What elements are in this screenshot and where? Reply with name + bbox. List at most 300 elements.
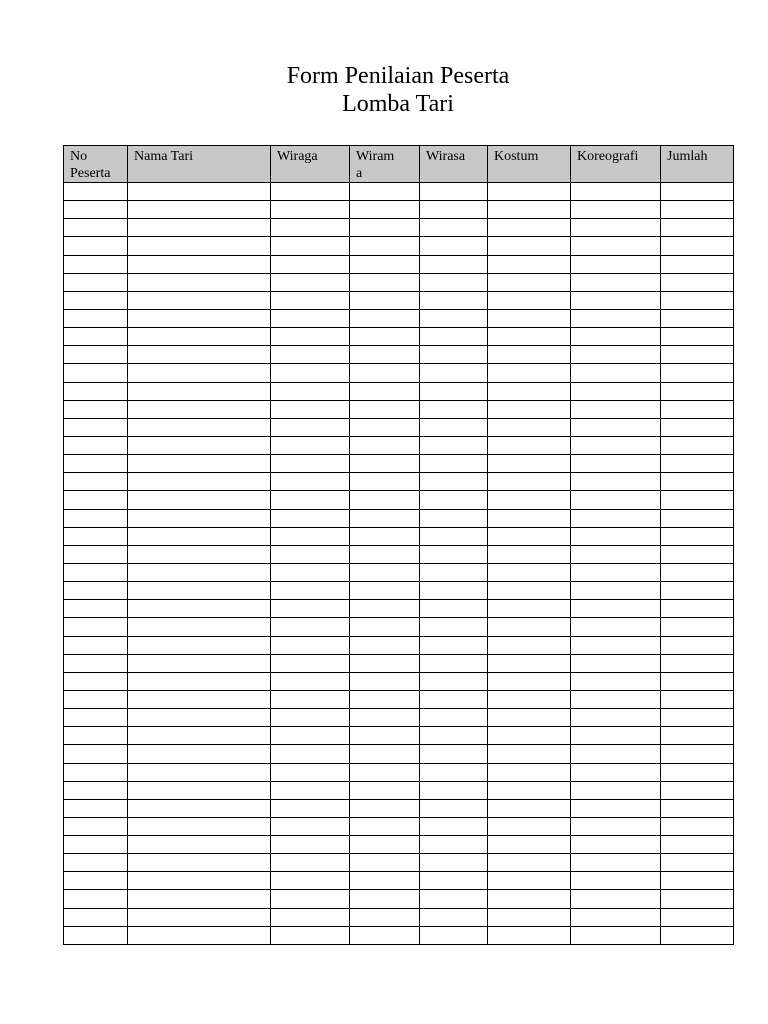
cell-wiraga[interactable]	[271, 183, 350, 201]
cell-nama-tari[interactable]	[128, 727, 271, 745]
cell-jumlah[interactable]	[661, 183, 734, 201]
cell-koreografi[interactable]	[571, 273, 661, 291]
cell-jumlah[interactable]	[661, 817, 734, 835]
cell-no-peserta[interactable]	[64, 618, 128, 636]
cell-no-peserta[interactable]	[64, 346, 128, 364]
cell-no-peserta[interactable]	[64, 527, 128, 545]
cell-wiraga[interactable]	[271, 400, 350, 418]
cell-jumlah[interactable]	[661, 854, 734, 872]
cell-wirasa[interactable]	[420, 672, 488, 690]
cell-koreografi[interactable]	[571, 455, 661, 473]
cell-wirasa[interactable]	[420, 618, 488, 636]
cell-koreografi[interactable]	[571, 799, 661, 817]
cell-wiraga[interactable]	[271, 563, 350, 581]
cell-wirama[interactable]	[350, 836, 420, 854]
cell-wirasa[interactable]	[420, 854, 488, 872]
cell-wiraga[interactable]	[271, 727, 350, 745]
cell-koreografi[interactable]	[571, 291, 661, 309]
cell-wiraga[interactable]	[271, 799, 350, 817]
cell-wiraga[interactable]	[271, 618, 350, 636]
cell-nama-tari[interactable]	[128, 926, 271, 944]
cell-jumlah[interactable]	[661, 273, 734, 291]
cell-wirasa[interactable]	[420, 491, 488, 509]
cell-wirasa[interactable]	[420, 781, 488, 799]
cell-nama-tari[interactable]	[128, 618, 271, 636]
cell-wirama[interactable]	[350, 727, 420, 745]
cell-jumlah[interactable]	[661, 219, 734, 237]
cell-wirama[interactable]	[350, 291, 420, 309]
cell-nama-tari[interactable]	[128, 890, 271, 908]
cell-jumlah[interactable]	[661, 618, 734, 636]
cell-wiraga[interactable]	[271, 328, 350, 346]
cell-koreografi[interactable]	[571, 745, 661, 763]
cell-wirama[interactable]	[350, 817, 420, 835]
cell-jumlah[interactable]	[661, 400, 734, 418]
cell-no-peserta[interactable]	[64, 709, 128, 727]
cell-nama-tari[interactable]	[128, 781, 271, 799]
cell-wirasa[interactable]	[420, 908, 488, 926]
cell-wirama[interactable]	[350, 418, 420, 436]
cell-wirasa[interactable]	[420, 926, 488, 944]
cell-kostum[interactable]	[488, 400, 571, 418]
cell-koreografi[interactable]	[571, 237, 661, 255]
cell-koreografi[interactable]	[571, 545, 661, 563]
cell-kostum[interactable]	[488, 183, 571, 201]
cell-wirama[interactable]	[350, 908, 420, 926]
cell-jumlah[interactable]	[661, 346, 734, 364]
cell-no-peserta[interactable]	[64, 727, 128, 745]
cell-kostum[interactable]	[488, 890, 571, 908]
cell-wiraga[interactable]	[271, 654, 350, 672]
cell-kostum[interactable]	[488, 309, 571, 327]
cell-wirasa[interactable]	[420, 545, 488, 563]
cell-wirama[interactable]	[350, 545, 420, 563]
cell-wirasa[interactable]	[420, 836, 488, 854]
cell-wiraga[interactable]	[271, 346, 350, 364]
cell-koreografi[interactable]	[571, 436, 661, 454]
cell-nama-tari[interactable]	[128, 799, 271, 817]
cell-wiraga[interactable]	[271, 219, 350, 237]
cell-wirama[interactable]	[350, 400, 420, 418]
cell-wiraga[interactable]	[271, 237, 350, 255]
cell-jumlah[interactable]	[661, 582, 734, 600]
cell-koreografi[interactable]	[571, 219, 661, 237]
cell-nama-tari[interactable]	[128, 219, 271, 237]
cell-nama-tari[interactable]	[128, 309, 271, 327]
cell-koreografi[interactable]	[571, 563, 661, 581]
cell-wirasa[interactable]	[420, 509, 488, 527]
cell-nama-tari[interactable]	[128, 418, 271, 436]
cell-kostum[interactable]	[488, 781, 571, 799]
cell-wirama[interactable]	[350, 201, 420, 219]
cell-no-peserta[interactable]	[64, 926, 128, 944]
cell-koreografi[interactable]	[571, 491, 661, 509]
cell-wirasa[interactable]	[420, 237, 488, 255]
cell-no-peserta[interactable]	[64, 455, 128, 473]
cell-wirasa[interactable]	[420, 291, 488, 309]
cell-no-peserta[interactable]	[64, 817, 128, 835]
cell-nama-tari[interactable]	[128, 545, 271, 563]
cell-nama-tari[interactable]	[128, 455, 271, 473]
cell-nama-tari[interactable]	[128, 600, 271, 618]
cell-jumlah[interactable]	[661, 799, 734, 817]
cell-wirama[interactable]	[350, 872, 420, 890]
cell-no-peserta[interactable]	[64, 364, 128, 382]
cell-no-peserta[interactable]	[64, 854, 128, 872]
cell-wiraga[interactable]	[271, 364, 350, 382]
cell-wirasa[interactable]	[420, 527, 488, 545]
cell-koreografi[interactable]	[571, 418, 661, 436]
cell-wiraga[interactable]	[271, 745, 350, 763]
cell-koreografi[interactable]	[571, 600, 661, 618]
cell-no-peserta[interactable]	[64, 799, 128, 817]
cell-koreografi[interactable]	[571, 400, 661, 418]
cell-wirama[interactable]	[350, 436, 420, 454]
cell-no-peserta[interactable]	[64, 563, 128, 581]
cell-kostum[interactable]	[488, 908, 571, 926]
cell-nama-tari[interactable]	[128, 382, 271, 400]
cell-no-peserta[interactable]	[64, 382, 128, 400]
cell-nama-tari[interactable]	[128, 237, 271, 255]
cell-no-peserta[interactable]	[64, 745, 128, 763]
cell-kostum[interactable]	[488, 237, 571, 255]
cell-kostum[interactable]	[488, 201, 571, 219]
cell-jumlah[interactable]	[661, 473, 734, 491]
cell-no-peserta[interactable]	[64, 328, 128, 346]
cell-kostum[interactable]	[488, 817, 571, 835]
cell-wirasa[interactable]	[420, 255, 488, 273]
cell-nama-tari[interactable]	[128, 364, 271, 382]
cell-koreografi[interactable]	[571, 890, 661, 908]
cell-no-peserta[interactable]	[64, 763, 128, 781]
cell-kostum[interactable]	[488, 854, 571, 872]
cell-nama-tari[interactable]	[128, 908, 271, 926]
cell-wiraga[interactable]	[271, 890, 350, 908]
cell-no-peserta[interactable]	[64, 545, 128, 563]
cell-koreografi[interactable]	[571, 763, 661, 781]
cell-jumlah[interactable]	[661, 890, 734, 908]
cell-no-peserta[interactable]	[64, 890, 128, 908]
cell-wiraga[interactable]	[271, 781, 350, 799]
cell-wirama[interactable]	[350, 654, 420, 672]
cell-wirasa[interactable]	[420, 364, 488, 382]
cell-jumlah[interactable]	[661, 781, 734, 799]
cell-wirasa[interactable]	[420, 872, 488, 890]
cell-kostum[interactable]	[488, 618, 571, 636]
cell-nama-tari[interactable]	[128, 672, 271, 690]
cell-nama-tari[interactable]	[128, 436, 271, 454]
cell-nama-tari[interactable]	[128, 817, 271, 835]
cell-wirasa[interactable]	[420, 382, 488, 400]
cell-wiraga[interactable]	[271, 908, 350, 926]
cell-koreografi[interactable]	[571, 582, 661, 600]
cell-no-peserta[interactable]	[64, 291, 128, 309]
cell-wirasa[interactable]	[420, 890, 488, 908]
cell-koreografi[interactable]	[571, 636, 661, 654]
cell-koreografi[interactable]	[571, 328, 661, 346]
cell-wirama[interactable]	[350, 183, 420, 201]
cell-no-peserta[interactable]	[64, 509, 128, 527]
cell-no-peserta[interactable]	[64, 436, 128, 454]
cell-wirasa[interactable]	[420, 436, 488, 454]
cell-wirama[interactable]	[350, 709, 420, 727]
cell-kostum[interactable]	[488, 436, 571, 454]
cell-nama-tari[interactable]	[128, 854, 271, 872]
cell-jumlah[interactable]	[661, 255, 734, 273]
cell-jumlah[interactable]	[661, 763, 734, 781]
cell-kostum[interactable]	[488, 382, 571, 400]
cell-no-peserta[interactable]	[64, 908, 128, 926]
cell-jumlah[interactable]	[661, 527, 734, 545]
cell-jumlah[interactable]	[661, 455, 734, 473]
cell-koreografi[interactable]	[571, 926, 661, 944]
cell-wirama[interactable]	[350, 255, 420, 273]
cell-koreografi[interactable]	[571, 672, 661, 690]
cell-jumlah[interactable]	[661, 382, 734, 400]
cell-no-peserta[interactable]	[64, 219, 128, 237]
cell-koreografi[interactable]	[571, 382, 661, 400]
cell-no-peserta[interactable]	[64, 672, 128, 690]
cell-wirama[interactable]	[350, 346, 420, 364]
cell-kostum[interactable]	[488, 255, 571, 273]
cell-wirama[interactable]	[350, 763, 420, 781]
cell-no-peserta[interactable]	[64, 654, 128, 672]
cell-kostum[interactable]	[488, 509, 571, 527]
cell-wirasa[interactable]	[420, 273, 488, 291]
cell-wirasa[interactable]	[420, 201, 488, 219]
cell-kostum[interactable]	[488, 600, 571, 618]
cell-kostum[interactable]	[488, 273, 571, 291]
cell-jumlah[interactable]	[661, 636, 734, 654]
cell-wirasa[interactable]	[420, 219, 488, 237]
cell-nama-tari[interactable]	[128, 201, 271, 219]
cell-wirama[interactable]	[350, 219, 420, 237]
cell-koreografi[interactable]	[571, 781, 661, 799]
cell-wirama[interactable]	[350, 600, 420, 618]
cell-wiraga[interactable]	[271, 509, 350, 527]
cell-kostum[interactable]	[488, 582, 571, 600]
cell-jumlah[interactable]	[661, 509, 734, 527]
cell-wirama[interactable]	[350, 237, 420, 255]
cell-nama-tari[interactable]	[128, 763, 271, 781]
cell-no-peserta[interactable]	[64, 237, 128, 255]
cell-wirama[interactable]	[350, 690, 420, 708]
cell-koreografi[interactable]	[571, 618, 661, 636]
cell-wirasa[interactable]	[420, 183, 488, 201]
cell-no-peserta[interactable]	[64, 600, 128, 618]
cell-jumlah[interactable]	[661, 654, 734, 672]
cell-wirama[interactable]	[350, 273, 420, 291]
cell-no-peserta[interactable]	[64, 582, 128, 600]
cell-wirasa[interactable]	[420, 654, 488, 672]
cell-kostum[interactable]	[488, 654, 571, 672]
cell-wirasa[interactable]	[420, 418, 488, 436]
cell-koreografi[interactable]	[571, 473, 661, 491]
cell-no-peserta[interactable]	[64, 400, 128, 418]
cell-wiraga[interactable]	[271, 545, 350, 563]
cell-nama-tari[interactable]	[128, 836, 271, 854]
cell-wirasa[interactable]	[420, 346, 488, 364]
cell-no-peserta[interactable]	[64, 309, 128, 327]
cell-nama-tari[interactable]	[128, 709, 271, 727]
cell-wiraga[interactable]	[271, 872, 350, 890]
cell-nama-tari[interactable]	[128, 582, 271, 600]
cell-jumlah[interactable]	[661, 926, 734, 944]
cell-koreografi[interactable]	[571, 509, 661, 527]
cell-kostum[interactable]	[488, 709, 571, 727]
cell-no-peserta[interactable]	[64, 273, 128, 291]
cell-koreografi[interactable]	[571, 817, 661, 835]
cell-no-peserta[interactable]	[64, 473, 128, 491]
cell-koreografi[interactable]	[571, 364, 661, 382]
cell-wirama[interactable]	[350, 473, 420, 491]
cell-wirasa[interactable]	[420, 727, 488, 745]
cell-wirama[interactable]	[350, 745, 420, 763]
cell-nama-tari[interactable]	[128, 636, 271, 654]
cell-wiraga[interactable]	[271, 926, 350, 944]
cell-wirasa[interactable]	[420, 563, 488, 581]
cell-wiraga[interactable]	[271, 473, 350, 491]
cell-no-peserta[interactable]	[64, 690, 128, 708]
cell-nama-tari[interactable]	[128, 346, 271, 364]
cell-koreografi[interactable]	[571, 201, 661, 219]
cell-jumlah[interactable]	[661, 745, 734, 763]
cell-wirama[interactable]	[350, 364, 420, 382]
cell-wirama[interactable]	[350, 890, 420, 908]
cell-wirasa[interactable]	[420, 400, 488, 418]
cell-nama-tari[interactable]	[128, 400, 271, 418]
cell-wirama[interactable]	[350, 382, 420, 400]
cell-jumlah[interactable]	[661, 836, 734, 854]
cell-wiraga[interactable]	[271, 527, 350, 545]
cell-nama-tari[interactable]	[128, 563, 271, 581]
cell-jumlah[interactable]	[661, 436, 734, 454]
cell-wiraga[interactable]	[271, 455, 350, 473]
cell-wirasa[interactable]	[420, 600, 488, 618]
cell-wiraga[interactable]	[271, 854, 350, 872]
cell-wirasa[interactable]	[420, 709, 488, 727]
cell-nama-tari[interactable]	[128, 872, 271, 890]
cell-nama-tari[interactable]	[128, 183, 271, 201]
cell-nama-tari[interactable]	[128, 654, 271, 672]
cell-jumlah[interactable]	[661, 563, 734, 581]
cell-no-peserta[interactable]	[64, 255, 128, 273]
cell-wiraga[interactable]	[271, 836, 350, 854]
cell-koreografi[interactable]	[571, 727, 661, 745]
cell-wirama[interactable]	[350, 563, 420, 581]
cell-kostum[interactable]	[488, 219, 571, 237]
cell-wirama[interactable]	[350, 328, 420, 346]
cell-koreografi[interactable]	[571, 690, 661, 708]
cell-jumlah[interactable]	[661, 727, 734, 745]
cell-nama-tari[interactable]	[128, 745, 271, 763]
cell-wirama[interactable]	[350, 527, 420, 545]
cell-wirama[interactable]	[350, 672, 420, 690]
cell-wiraga[interactable]	[271, 817, 350, 835]
cell-wiraga[interactable]	[271, 309, 350, 327]
cell-kostum[interactable]	[488, 799, 571, 817]
cell-jumlah[interactable]	[661, 291, 734, 309]
cell-jumlah[interactable]	[661, 672, 734, 690]
cell-no-peserta[interactable]	[64, 636, 128, 654]
cell-nama-tari[interactable]	[128, 690, 271, 708]
cell-wirasa[interactable]	[420, 763, 488, 781]
cell-jumlah[interactable]	[661, 418, 734, 436]
cell-jumlah[interactable]	[661, 309, 734, 327]
cell-wirasa[interactable]	[420, 690, 488, 708]
cell-kostum[interactable]	[488, 872, 571, 890]
cell-nama-tari[interactable]	[128, 527, 271, 545]
cell-no-peserta[interactable]	[64, 781, 128, 799]
cell-jumlah[interactable]	[661, 364, 734, 382]
cell-wiraga[interactable]	[271, 201, 350, 219]
cell-koreografi[interactable]	[571, 527, 661, 545]
cell-wiraga[interactable]	[271, 709, 350, 727]
cell-koreografi[interactable]	[571, 872, 661, 890]
cell-koreografi[interactable]	[571, 183, 661, 201]
cell-kostum[interactable]	[488, 491, 571, 509]
cell-kostum[interactable]	[488, 672, 571, 690]
cell-koreografi[interactable]	[571, 654, 661, 672]
cell-wirasa[interactable]	[420, 799, 488, 817]
cell-kostum[interactable]	[488, 763, 571, 781]
cell-no-peserta[interactable]	[64, 872, 128, 890]
cell-kostum[interactable]	[488, 636, 571, 654]
cell-jumlah[interactable]	[661, 491, 734, 509]
cell-no-peserta[interactable]	[64, 491, 128, 509]
cell-wiraga[interactable]	[271, 273, 350, 291]
cell-wiraga[interactable]	[271, 690, 350, 708]
cell-wirasa[interactable]	[420, 817, 488, 835]
cell-koreografi[interactable]	[571, 346, 661, 364]
cell-wiraga[interactable]	[271, 763, 350, 781]
cell-jumlah[interactable]	[661, 237, 734, 255]
cell-wiraga[interactable]	[271, 600, 350, 618]
cell-wiraga[interactable]	[271, 255, 350, 273]
cell-kostum[interactable]	[488, 545, 571, 563]
cell-kostum[interactable]	[488, 328, 571, 346]
cell-kostum[interactable]	[488, 745, 571, 763]
cell-nama-tari[interactable]	[128, 273, 271, 291]
cell-jumlah[interactable]	[661, 328, 734, 346]
cell-nama-tari[interactable]	[128, 473, 271, 491]
cell-no-peserta[interactable]	[64, 836, 128, 854]
cell-wirama[interactable]	[350, 926, 420, 944]
cell-wirama[interactable]	[350, 636, 420, 654]
cell-kostum[interactable]	[488, 291, 571, 309]
cell-no-peserta[interactable]	[64, 183, 128, 201]
cell-jumlah[interactable]	[661, 201, 734, 219]
cell-wirasa[interactable]	[420, 328, 488, 346]
cell-wirasa[interactable]	[420, 455, 488, 473]
cell-nama-tari[interactable]	[128, 491, 271, 509]
cell-no-peserta[interactable]	[64, 201, 128, 219]
cell-nama-tari[interactable]	[128, 291, 271, 309]
cell-wirasa[interactable]	[420, 636, 488, 654]
cell-wiraga[interactable]	[271, 382, 350, 400]
cell-jumlah[interactable]	[661, 690, 734, 708]
cell-kostum[interactable]	[488, 455, 571, 473]
cell-kostum[interactable]	[488, 364, 571, 382]
cell-kostum[interactable]	[488, 926, 571, 944]
cell-wiraga[interactable]	[271, 582, 350, 600]
cell-kostum[interactable]	[488, 346, 571, 364]
cell-nama-tari[interactable]	[128, 328, 271, 346]
cell-wirasa[interactable]	[420, 745, 488, 763]
cell-jumlah[interactable]	[661, 600, 734, 618]
cell-nama-tari[interactable]	[128, 255, 271, 273]
cell-kostum[interactable]	[488, 418, 571, 436]
